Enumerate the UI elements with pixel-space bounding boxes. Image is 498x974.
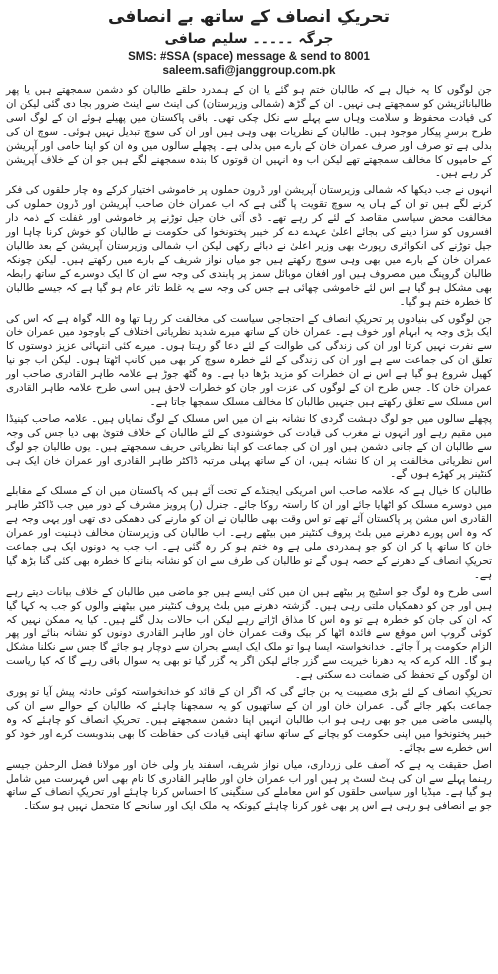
article-paragraph: پچھلے سالوں میں جو لوگ دہشت گردی کا نشانہ بنے ان میں اس مسلک کے لوگ نمایاں ہیں۔ علامہ صاحب کینیڈا میں مقیم رہے اور انہوں نے مغرب کی قیادت کی خوشنودی کے لئے طالبان کے خلاف فتویٰ بھی دیا جس کی وجہ سے طالبان ان کے جانی دشمن ہیں اور ان کی جماعت کو اپنا نظریاتی حریف سمجھتے ہیں۔ یوں طالبان جو لوگ اس نظریاتی مخالفت پر ان کا نشانہ ہیں، ان کے ساتھ پہلی مرتبہ ڈاکٹر طاہر القادری اور عمران خان ایک ہی کنٹینر پر کھڑے ہوں گے۔: [6, 412, 492, 481]
author-email[interactable]: saleem.safi@janggroup.com.pk: [162, 65, 336, 77]
article-body: [6, 84, 492, 814]
article-paragraph: اصل حقیقت یہ ہے کہ آصف علی زرداری، میاں نواز شریف، اسفند یار ولی خان اور مولانا فضل الرحمٰن جیسے رہنما پہلے سے ان کی ہٹ لسٹ پر ہیں اور اب عمران خان اور طاہر القادری کا نام بھی اس فہرست میں شامل ہو گیا ہے۔ میڈیا اور سیاسی حلقوں کو اس معاملے کی سنگینی کا احساس کرنا چاہئے اور تحریکِ انصاف کے ساتھ جو بے انصافی ہو رہی ہے اس پر بھی غور کرنا چاہئے کیونکہ یہ ملک ایک اور سانحے کا متحمل نہیں ہو سکتا۔: [6, 758, 492, 813]
article-paragraph: جن لوگوں کا یہ خیال ہے کہ طالبان ختم ہو گئے یا ان کے ہمدرد حلقے طالبان کو دشمن سمجھتے ہیں یا پھر طالبانائزیشن کو سمجھتے ہی نہیں۔ ان کے گڑھ (شمالی وزیرستان) کی اینٹ سے اینٹ ضرور بجا دی گئی لیکن ان کی قیادت محفوظ و سلامت وہاں سے پہلے سے نکل چکی تھی۔ باقی پاکستان میں پھیلے ہوئے ان کے لوگ اسی طرح برسرِ پیکار موجود ہیں۔ طالبان کے نظریات بھی وہی ہیں اور ان کی سوچ تبدیل نہیں ہوئی۔ سوچ ان کی بدلی ہے تو صرف اور صرف عمران خان کے بارے میں بدلی ہے۔ پچھلے سالوں میں وہ ان کو اپنا حامی اور آپریشن کے حامیوں کا مخالف سمجھتے تھے لیکن اب وہ انہیں ان قوتوں کا بندہ سمجھنے لگے ہیں جو ان کے خلاف آپریشن کر رہے ہیں۔: [6, 84, 492, 180]
article-byline: جرگہ ۔۔۔۔۔ سلیم صافی: [164, 31, 334, 47]
column-header: [6, 6, 492, 78]
article-paragraph: اسی طرح وہ لوگ جو اسٹیج پر بیٹھے ہیں ان میں کئی ایسے ہیں جو ماضی میں طالبان کے خلاف بیانات دیتے رہے ہیں اور جن کو دھمکیاں ملتی رہی ہیں۔ گزشتہ دھرنے میں بلٹ پروف کنٹینر میں بیٹھنے والوں کو جب یہ کہا گیا کہ ان کی جان کو خطرہ ہے تو وہ اس کا مذاق اڑاتے رہے لیکن اب حالات بدل گئے ہیں۔ کیا یہ ممکن نہیں کہ کوئی گروپ اس موقع سے فائدہ اٹھا کر بیک وقت عمران خان اور طاہر القادری دونوں کو نشانہ بنائے اور پھر الزام حکومت پر آ جائے۔ خدانخواستہ ایسا ہوا تو ملک ایک ایسے بحران سے دوچار ہو جائے گا جس سے نکلنا مشکل ہو گا۔ اللہ کرے کہ یہ دھرنا خیریت سے گزر جائے لیکن اگر یہ گزر گیا تو بھی یہ سوال باقی رہے گا کہ کیا ریاست ان لوگوں کے تحفظ کی ضمانت دے سکتی ہے۔: [6, 585, 492, 682]
article-paragraph: تحریکِ انصاف کے لئے بڑی مصیبت یہ بن جائے گی کہ اگر ان کے قائد کو خدانخواستہ کوئی حادثہ پیش آیا تو پوری جماعت بکھر جائے گی۔ عمران خان اور ان کے ساتھیوں کو یہ سمجھنا چاہئے کہ طالبان کے حوالے سے ان کی پالیسی ماضی میں جو بھی رہی ہو اب طالبان انہیں اپنا دشمن سمجھتے ہیں۔ تحریکِ انصاف کو چاہئے کہ وہ خیبر پختونخوا میں اپنی حکومت کو بچانے کے ساتھ ساتھ اپنی قیادت کی حفاظت کا بھی بندوبست کرے اور خود کو اس خطرے سے بچائے۔: [6, 686, 492, 754]
article-title: تحریکِ انصاف کے ساتھ بے انصافی: [108, 7, 390, 27]
sms-instruction: SMS: #SSA (space) message & send to 8001: [128, 51, 370, 63]
article-paragraph: طالبان کا خیال ہے کہ علامہ صاحب اس امریکی ایجنڈے کے تحت آئے ہیں کہ پاکستان میں ان کے مسلک کے مقابلے میں دوسرے مسلک کو اٹھایا جائے اور ان کا راستہ روکا جائے۔ جنرل (ر) پرویز مشرف کے دور میں جب ڈاکٹر طاہر القادری اس مشن پر پاکستان آئے تھے تو اس وقت بھی طالبان نے ان کو مارنے کی دھمکی دی تھی اور یہی وجہ ہے کہ وہ اس پورے دھرنے میں بلٹ پروف کنٹینر میں بیٹھے رہے۔ اب طالبان کی وزیرستان مخالف ذہنیت اور عمران خان کا ساتھ پا کر ان کو جو ہمدردی ملی ہے وہ ختم ہو کر رہ گئی ہے۔ اب جب یہ دونوں ایک ہی جماعت تحریکِ انصاف کے دھرنے کے حصہ ہوں گے تو طالبان کی طرف سے ان کو نشانہ بنانے کا خطرہ بھی کئی گنا بڑھ گیا ہے۔: [6, 485, 492, 581]
article-paragraph: جن لوگوں کی بنیادوں پر تحریکِ انصاف کے احتجاجی سیاست کی مخالفت کر رہا تھا وہ اللہ گواہ ہے کہ اس کی ایک بڑی وجہ یہ ابہام اور خوف ہے۔ عمران خان کے ساتھ میرے شدید نظریاتی اختلاف کے باوجود میں عمران خان سے نفرت نہیں کرتا اور ان کی زندگی کی طوالت کے لئے دعا گو رہتا ہوں۔ میرے کئی انتہائی عزیز دوستوں کا تعلق ان کی جماعت سے ہے اور ان کی زندگی کے لئے خطرہ سوچ کر بھی میں کانپ اٹھتا ہوں۔ لیکن اب جو نیا کھیل شروع ہو گیا ہے اس نے ان خطرات کو مزید بڑھا دیا ہے۔ وہ گٹھ جوڑ ہے علامہ طاہر القادری صاحب اور عمران خان کا۔ جس طرح ان کے لوگوں کی عزت اور جان کو خطرات لاحق ہیں اسی طرح علامہ طاہر القادری اس مسلک سے تعلق رکھتے ہیں جنہیں طالبان کا مخالف مسلک سمجھا جاتا ہے۔: [6, 312, 492, 408]
article-paragraph: انہوں نے جب دیکھا کہ شمالی وزیرستان آپریشن اور ڈرون حملوں پر خاموشی اختیار کرکے وہ چار حلقوں کی فکر کرنے لگے ہیں تو ان کے ہاں یہ سوچ تقویت پا گئی ہے کہ اب عمران خان صاحب آپریشن اور ڈرون حملوں کی مخالفت محض سیاسی مقاصد کے لئے کر رہے تھے۔ ڈی آئی خان جیل توڑنے پر خاموشی اور غفلت کے ذمہ دار افسروں کو سزا دینے کی بجائے اعلیٰ عہدے دے کر خیبر پختونخوا کی حکومت نے طالبان کو خوش کرنا چاہا اور جیل توڑنے کی انکوائری رپورٹ بھی وزیر اعلیٰ نے دبائے رکھی لیکن اب شمالی وزیرستان آپریشن کے بعد طالبان عمران خان کے بارے میں بھی وہی سوچ رکھتے ہیں جو میاں نواز شریف کے بارے میں رکھتے ہیں۔ لیکن چونکہ طالبان گروپنگ میں مصروف ہیں اور افغان موبائل سمز پر پابندی کی وجہ سے ان کا ایک دوسرے کے ساتھ رابطہ بھی مشکل ہو گیا ہے اس لئے خاموشی چھائی ہے جس کی وجہ سے یہ غلط تاثر عام ہو گیا ہے کہ جیسے طالبان کا خطرہ ختم ہو گیا۔: [6, 184, 492, 308]
